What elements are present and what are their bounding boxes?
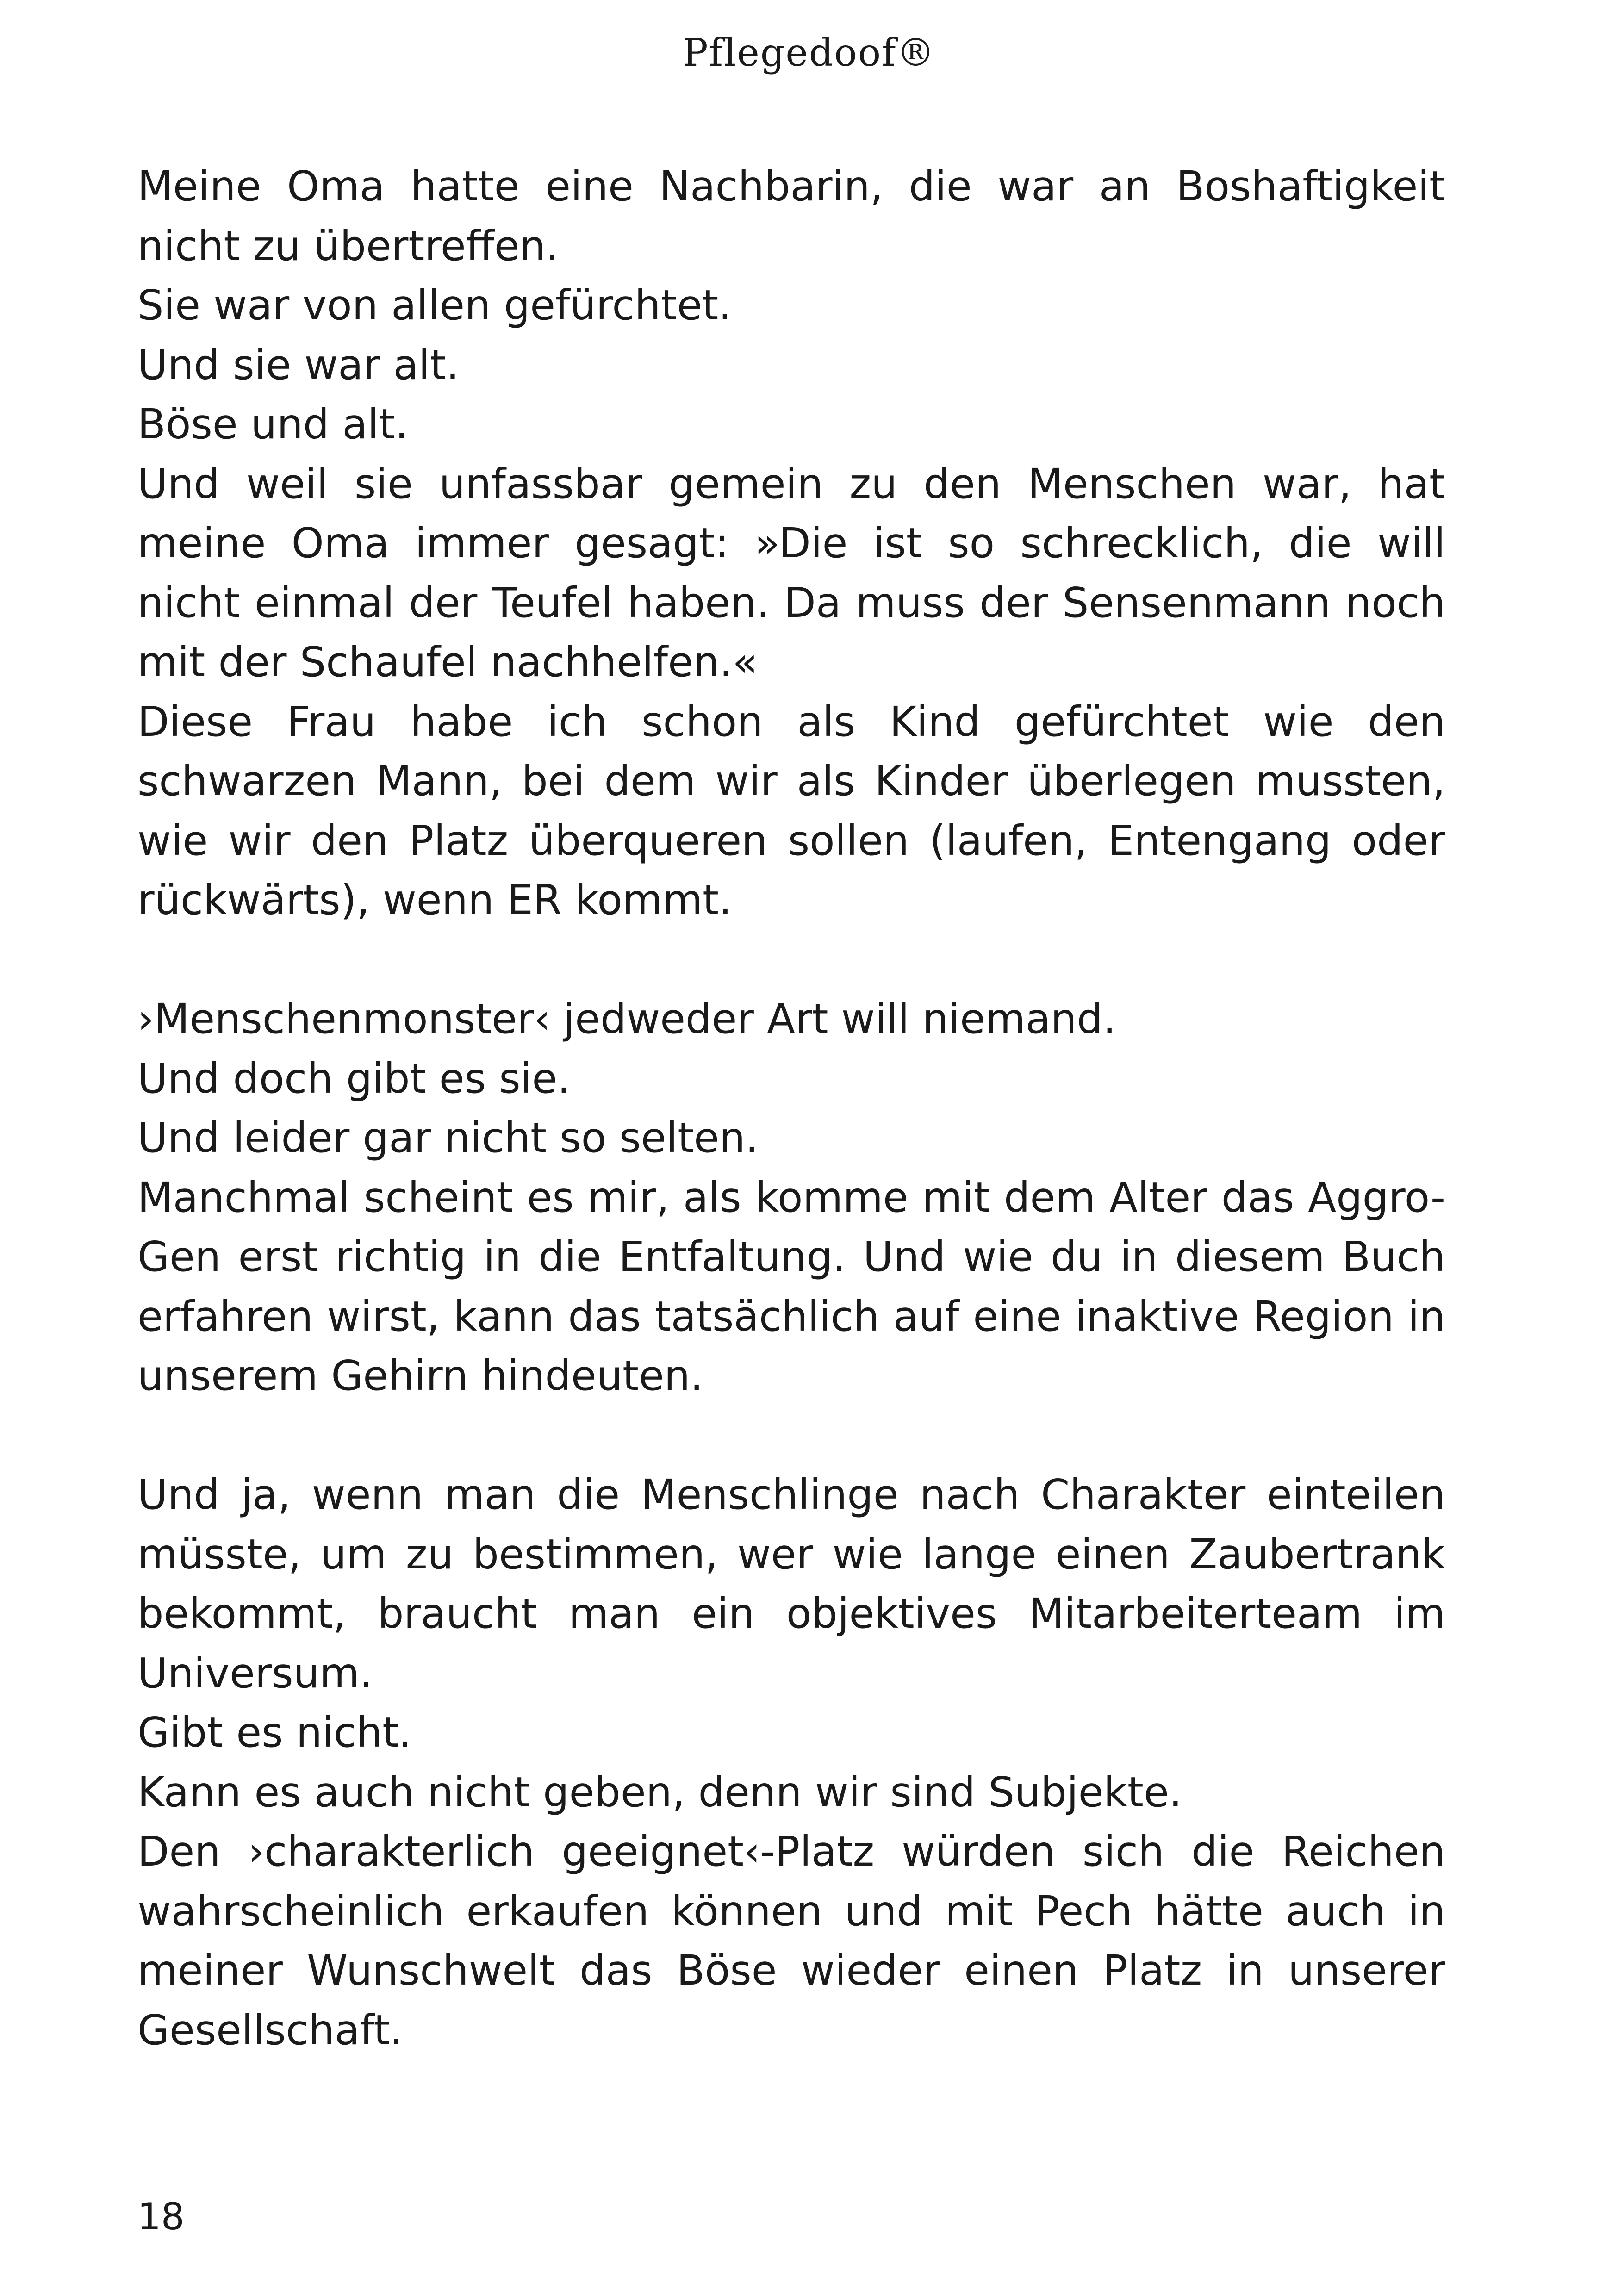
- paragraph: Meine Oma hatte eine Nachbarin, die war an Boshaftigkeit nicht zu übertreffen.: [137, 162, 1445, 270]
- paragraph: ›Menschenmonster‹ jedweder Art will niemand.: [137, 995, 1116, 1043]
- page-body: [137, 156, 1445, 2060]
- paragraph: Gibt es nicht.: [137, 1708, 412, 1756]
- paragraph: Den ›charakterlich geeignet‹-Platz würden sich die Reichen wahrscheinlich erkaufen können und mit Pech hätte auch in meiner Wunschwelt das Böse wieder einen Platz in unserer Gesellschaft.: [137, 1827, 1445, 2054]
- page-header-title: Pflegedoof®: [682, 31, 936, 75]
- page-number: 18: [137, 2195, 185, 2238]
- paragraph-spacer: [137, 930, 1445, 989]
- paragraph: Und doch gibt es sie.: [137, 1054, 571, 1102]
- paragraph: Manchmal scheint es mir, als komme mit dem Alter das Aggro-Gen erst richtig in die Entfaltung. Und wie du in diesem Buch erfahren wirst, kann das tatsächlich auf eine inaktive Region in unserem Gehirn hindeuten.: [137, 1173, 1445, 1400]
- paragraph: Sie war von allen gefürchtet.: [137, 281, 732, 329]
- paragraph-spacer: [137, 1406, 1445, 1465]
- paragraph: Böse und alt.: [137, 400, 408, 448]
- paragraph: Und ja, wenn man die Menschlinge nach Charakter einteilen müsste, um zu bestimmen, wer wie lange einen Zaubertrank bekommt, braucht man ein objektives Mitarbeiterteam im Universum.: [137, 1470, 1445, 1697]
- paragraph: Und sie war alt.: [137, 340, 460, 389]
- paragraph: Kann es auch nicht geben, denn wir sind Subjekte.: [137, 1767, 1182, 1816]
- paragraph: Und weil sie unfassbar gemein zu den Menschen war, hat meine Oma immer gesagt: »Die ist so schrecklich, die will nicht einmal der Teufel haben. Da muss der Sensenmann noch mit der Schaufel nachhelfen.«: [137, 459, 1445, 686]
- paragraph: Und leider gar nicht so selten.: [137, 1114, 759, 1162]
- paragraph: Diese Frau habe ich schon als Kind gefürchtet wie den schwarzen Mann, bei dem wir als Kinder überlegen mussten, wie wir den Platz überqueren sollen (laufen, Entengang oder rückwärts), wenn ER kommt.: [137, 697, 1445, 924]
